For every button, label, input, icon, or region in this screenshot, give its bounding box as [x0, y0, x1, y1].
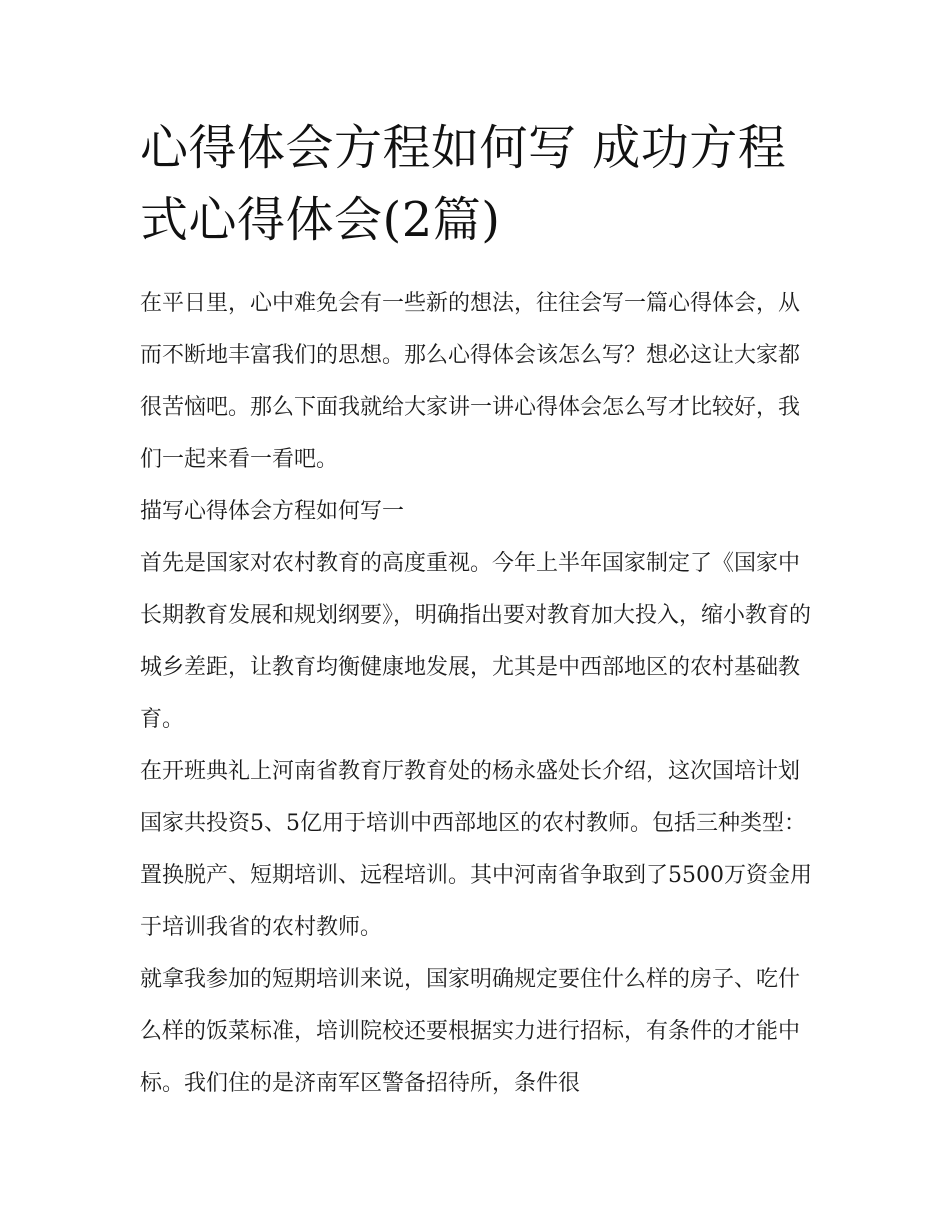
- document-body: [140, 278, 820, 1110]
- document-title: 心得体会方程如何写 成功方程式心得体会(2篇): [140, 120, 787, 248]
- paragraph: 首先是国家对农村教育的高度重视。今年上半年国家制定了《国家中长期教育发展和规划纲要》，明确指出要对教育加大投入，缩小教育的城乡差距，让教育均衡健康地发展，尤其是中西部地区的农村基础教育。: [140, 551, 812, 732]
- section-heading: 描写心得体会方程如何写一: [140, 499, 405, 524]
- paragraph: 就拿我参加的短期培训来说，国家明确规定要住什么样的房子、吃什么样的饭菜标准，培训院校还要根据实力进行招标，有条件的才能中标。我们住的是济南军区警备招待所，条件很: [140, 967, 801, 1096]
- paragraph-intro: 在平日里，心中难免会有一些新的想法，往往会写一篇心得体会，从而不断地丰富我们的思想。那么心得体会该怎么写？想必这让大家都很苦恼吧。那么下面我就给大家讲一讲心得体会怎么写才比较好，我们一起来看一看吧。: [140, 291, 801, 472]
- paragraph: 在开班典礼上河南省教育厅教育处的杨永盛处长介绍，这次国培计划国家共投资5、5亿用于培训中西部地区的农村教师。包括三种类型：置换脱产、短期培训、远程培训。其中河南省争取到了5500万资金用于培训我省的农村教师。: [140, 759, 812, 940]
